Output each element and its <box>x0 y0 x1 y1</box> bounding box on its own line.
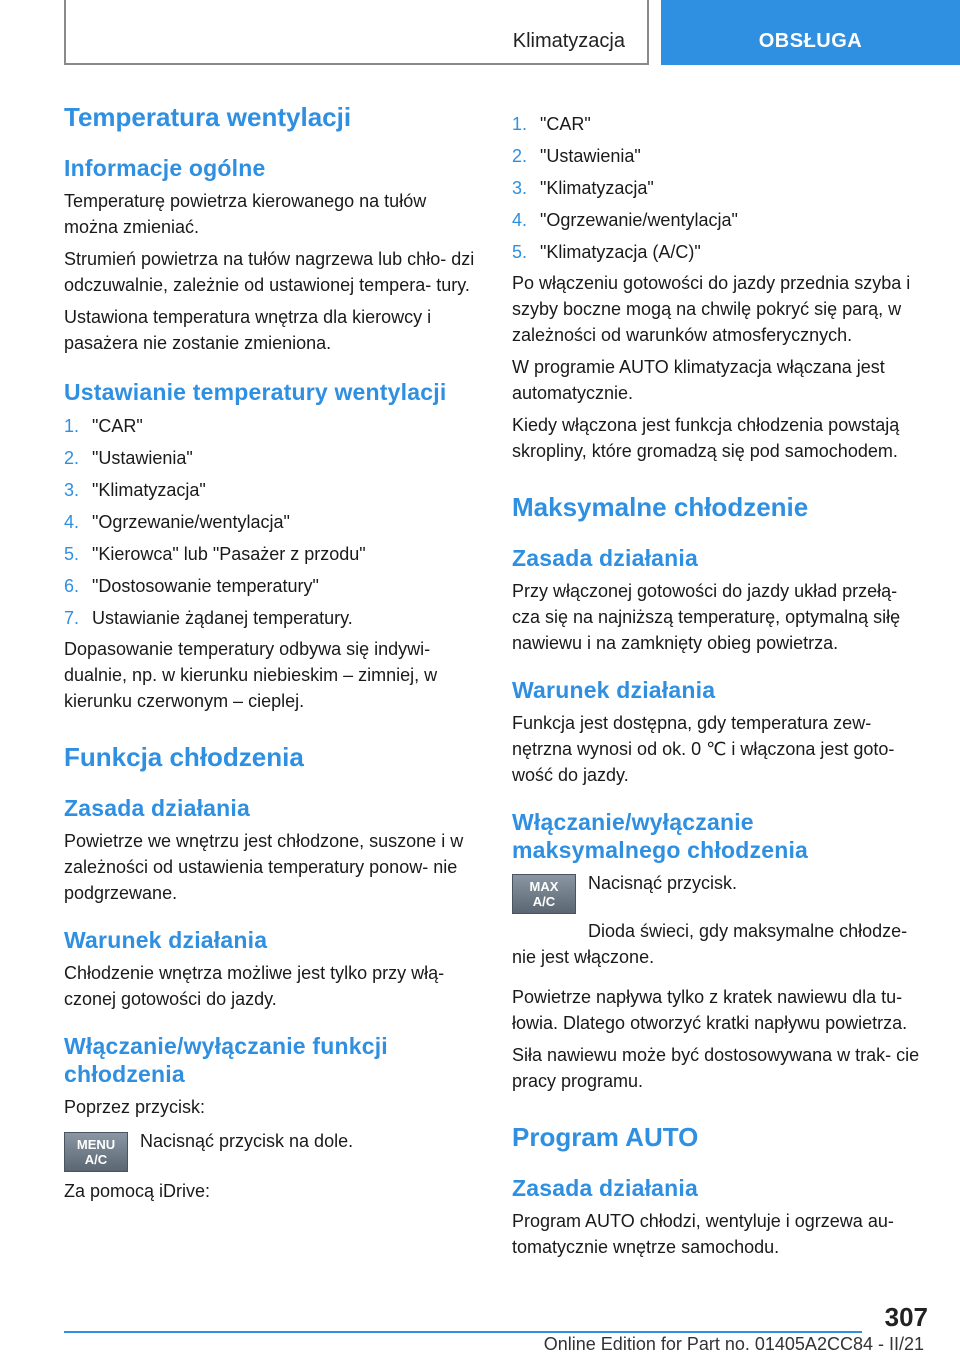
paragraph: Po włączeniu gotowości do jazdy przednia szyba i szyby boczne mogą na chwilę pokryć się parą, w zależności od warunków atmosferycznych. <box>512 273 911 345</box>
list-item: 5. "Klimatyzacja (A/C)" <box>512 242 701 262</box>
heading-condition: Warunek działania <box>512 677 716 703</box>
list-item: 1. "CAR" <box>64 416 143 436</box>
heading-principle: Zasada działania <box>512 1175 698 1201</box>
heading-auto: Program AUTO <box>512 1122 699 1152</box>
steps-list <box>512 108 928 268</box>
page-title: Temperatura wentylacji <box>64 102 352 132</box>
menu-ac-button-icon: MENU A/C <box>64 1132 128 1172</box>
left-column <box>64 100 476 1204</box>
paragraph: Strumień powietrza na tułów nagrzewa lub chło- dzi odczuwalnie, zależnie od ustawionej tempera- tury. <box>64 249 475 295</box>
header-chapter-tab[interactable]: OBSŁUGA <box>661 0 960 65</box>
header-section-title: Klimatyzacja <box>512 30 625 52</box>
paragraph: Temperaturę powietrza kierowanego na tułów można zmieniać. <box>64 191 427 237</box>
paragraph: Program AUTO chłodzi, wentyluje i ogrzewa au- tomatycznie wnętrze samochodu. <box>512 1211 894 1257</box>
paragraph: Dioda świeci, gdy maksymalne chłodze- nie jest włączone. <box>512 921 908 967</box>
heading-condition: Warunek działania <box>64 927 268 953</box>
button-instruction <box>64 1128 476 1172</box>
paragraph: Funkcja jest dostępna, gdy temperatura zew- nętrzna wynosi od ok. 0 ℃ i włączona jest goto- wość do jazdy. <box>512 713 895 785</box>
list-item: 2. "Ustawienia" <box>64 448 193 468</box>
footer-edition: Online Edition for Part no. 01405A2CC84 - II/21 <box>543 1334 924 1354</box>
list-item: 7. Ustawianie żądanej temperatury. <box>64 608 353 628</box>
paragraph: Ustawiona temperatura wnętrza dla kierowcy i pasażera nie zostanie zmieniona. <box>64 307 432 353</box>
right-column <box>512 108 928 1260</box>
list-item: 5. "Kierowca" lub "Pasażer z przodu" <box>64 544 366 564</box>
paragraph: Dopasowanie temperatury odbywa się indywi- dualnie, np. w kierunku niebieskim – zimniej, w kierunku czerwonym – cieplej. <box>64 639 438 711</box>
paragraph: Poprzez przycisk: <box>64 1097 206 1117</box>
heading-toggle-cooling: Włączanie/wyłączanie funkcji chłodzenia <box>64 1033 388 1087</box>
list-item: 3. "Klimatyzacja" <box>512 178 654 198</box>
page-number: 307 <box>884 1302 928 1332</box>
footer-divider <box>64 1331 862 1333</box>
list-item: 6. "Dostosowanie temperatury" <box>64 576 319 596</box>
paragraph: Siła nawiewu może być dostosowywana w trak- cie pracy programu. <box>512 1045 920 1091</box>
header-section-box <box>64 0 649 65</box>
heading-general: Informacje ogólne <box>64 155 266 181</box>
button-instruction <box>512 870 928 914</box>
paragraph: Powietrze napływa tylko z kratek nawiewu dla tu- łowia. Dlatego otworzyć kratki napływu powietrza. <box>512 987 908 1033</box>
paragraph: Powietrze we wnętrzu jest chłodzone, suszone i w zależności od ustawienia temperatury ponow- nie podgrzewane. <box>64 831 464 903</box>
steps-list <box>64 410 476 634</box>
paragraph: Przy włączonej gotowości do jazdy układ przełą- cza się na najniższą temperaturę, optymalną siłę nawiewu i na zamknięty obieg powietrza. <box>512 581 901 653</box>
list-item: 4. "Ogrzewanie/wentylacja" <box>64 512 290 532</box>
heading-principle: Zasada działania <box>64 795 250 821</box>
paragraph: Za pomocą iDrive: <box>64 1181 211 1201</box>
heading-setting: Ustawianie temperatury wentylacji <box>64 379 447 405</box>
heading-cooling: Funkcja chłodzenia <box>64 742 304 772</box>
paragraph: Kiedy włączona jest funkcja chłodzenia powstają skropliny, które gromadzą się pod samochodem. <box>512 415 900 461</box>
paragraph: W programie AUTO klimatyzacja włączana jest automatycznie. <box>512 357 885 403</box>
list-item: 1. "CAR" <box>512 114 591 134</box>
paragraph: Chłodzenie wnętrza możliwe jest tylko przy włą- czonej gotowości do jazdy. <box>64 963 445 1009</box>
heading-max-cooling: Maksymalne chłodzenie <box>512 492 809 522</box>
list-item: 3. "Klimatyzacja" <box>64 480 206 500</box>
paragraph: Nacisnąć przycisk na dole. <box>140 1131 354 1151</box>
heading-principle: Zasada działania <box>512 545 698 571</box>
paragraph: Nacisnąć przycisk. <box>588 873 738 893</box>
heading-toggle-max: Włączanie/wyłączanie maksymalnego chłodzenia <box>512 809 809 863</box>
list-item: 2. "Ustawienia" <box>512 146 641 166</box>
list-item: 4. "Ogrzewanie/wentylacja" <box>512 210 738 230</box>
max-ac-button-icon: MAX A/C <box>512 874 576 914</box>
